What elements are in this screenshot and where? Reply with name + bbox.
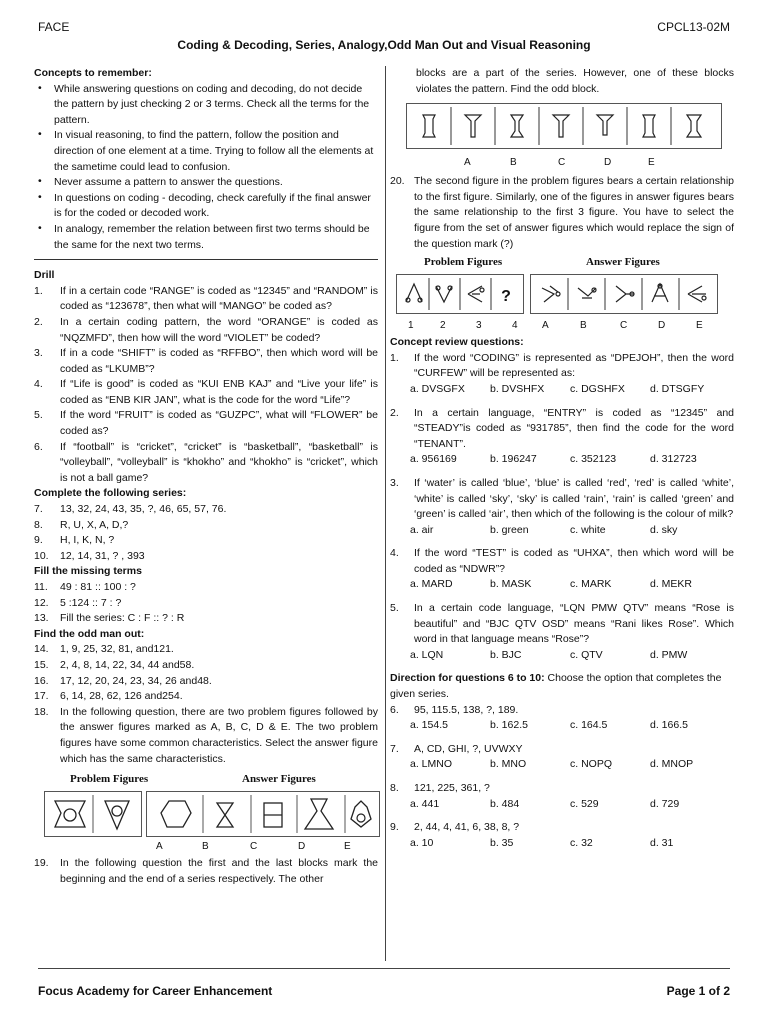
review-question-8: 8. 121, 225, 361, ? <box>390 782 490 794</box>
concepts-heading: Concepts to remember: <box>34 67 152 79</box>
q18-label: C <box>250 841 258 853</box>
drill-question-10: 10. 12, 14, 31, ? , 393 <box>34 549 145 562</box>
q20-answer-caption: Answer Figures <box>586 256 660 269</box>
drill-heading: Drill <box>34 269 55 282</box>
concept-item: • Never assume a pattern to answer the questions. <box>38 175 283 189</box>
concept-item: • In analogy, remember the relation between first two terms should be the same for the next two terms. <box>38 221 370 251</box>
drill-question-15: 15. 2, 4, 8, 14, 22, 34, 44 and58. <box>34 658 195 671</box>
review-question-7: 7. A, CD, GHI, ?, UVWXY <box>390 742 523 755</box>
drill-question-20: 20. The second figure in the problem figures bears a certain relationship to the first figure. Similarly, one of the figures in answer figures bears the same relationship to the first 3 figure. You have to select the figure from the set of answer figures which would replace the sign of the question mark (?) <box>390 175 734 250</box>
q19-label: E <box>648 157 655 169</box>
review-options-2: a. 956169 b. 196247 c. 352123 d. 312723 <box>410 453 697 466</box>
q18-label: B <box>202 841 209 853</box>
odd-heading: Find the odd man out: <box>34 627 145 640</box>
q19-series-figures <box>406 103 722 149</box>
footer-left: Focus Academy for Career Enhancement <box>38 984 273 998</box>
q20-label: D <box>658 320 666 332</box>
review-question-5: 5. In a certain code language, “LQN PMW QTV” means “Rose is beautiful” and “BJC QTV OSD” means “Rani likes Rose”. Which word in that language means “Rose”? <box>390 602 734 646</box>
q20-label: 4 <box>512 320 518 332</box>
drill-question-14: 14. 1, 9, 25, 32, 81, and121. <box>34 643 174 656</box>
q20-label: E <box>696 320 703 332</box>
missing-heading: Fill the missing terms <box>34 565 142 578</box>
q19-series-shapes <box>407 105 719 147</box>
q20-label: 3 <box>476 320 482 332</box>
q18-answer-caption: Answer Figures <box>242 773 316 786</box>
concept-item: • While answering questions on coding and decoding, do not decide the pattern by just checking 2 or 3 terms. Check all the terms for the pattern. <box>38 81 370 126</box>
drill-question-5: 5. If the word “FRUIT” is coded as “GUZPC”, what will “FLOWER” be coded as? <box>34 409 378 438</box>
drill-question-19: 19. In the following question the first and the last blocks mark the beginning and the end of a series respectively. The other <box>34 857 378 885</box>
q20-problem-figures <box>396 274 524 314</box>
drill-question-1: 1. If in a certain code “RANGE” is coded as “12345” and “RANDOM” is coded as “123678”, then what will “MANGO” be coded as? <box>34 284 378 313</box>
review-options-6: a. 154.5 b. 162.5 c. 164.5 d. 166.5 <box>410 719 688 732</box>
drill-question-12: 12. 5 :124 :: 7 : ? <box>34 596 122 609</box>
drill-question-11: 11. 49 : 81 :: 100 : ? <box>34 581 136 593</box>
review-question-3: 3. If ‘water’ is called ‘blue’, ‘blue’ is called ‘red’, ‘red’ is called ‘white’, ‘white’ is called ‘sky’, ‘sky’ is called ‘rain’, ‘rain’ is called ‘green’ and ‘green’ is called ‘air’, then which of the following is the colour of milk? <box>390 476 734 521</box>
section-rule <box>34 259 378 260</box>
review-options-8: a. 441 b. 484 c. 529 d. 729 <box>410 797 680 810</box>
q18-problem-caption: Problem Figures <box>70 773 149 786</box>
q20-problem-caption: Problem Figures <box>424 256 503 269</box>
review-question-1: 1. If the word “CODING” is represented as “DPEJOH”, then the word “CURFEW” will be represented as: <box>390 351 734 380</box>
page-title: Coding & Decoding, Series, Analogy,Odd Man Out and Visual Reasoning <box>177 38 591 52</box>
q20-label: 1 <box>408 320 414 332</box>
q19-label: C <box>558 157 566 169</box>
header-left: FACE <box>38 20 70 34</box>
q20-label: 2 <box>440 320 446 332</box>
series-heading: Complete the following series: <box>34 487 187 500</box>
q18-figure-block <box>44 773 378 852</box>
review-options-3: a. air b. green c. white d. sky <box>410 523 678 536</box>
q18-label: D <box>298 841 306 853</box>
drill-question-6: 6. If “football” is “cricket”, “cricket” is “basketball”, “basketball” is “volleyball”, “volleyball” is “khokho” and “khokho” is “cricket”, which is not a ball game? <box>34 440 378 484</box>
review-options-7: a. LMNO b. MNO c. NOPQ d. MNOP <box>410 758 694 771</box>
q18-label: E <box>344 841 351 853</box>
column-divider <box>385 66 386 961</box>
q20-answer-figures <box>530 274 718 314</box>
concept-item: • In visual reasoning, to find the pattern, follow the position and direction of one element at a time. Trying to follow all the elements at the sametime could lead to confusion. <box>38 128 374 173</box>
drill-question-19-continued: blocks are a part of the series. However, one of these blocks violates the pattern. Find the odd block. <box>416 67 734 95</box>
q20-answer-shapes <box>532 276 716 312</box>
review-options-5: a. LQN b. BJC c. QTV d. PMW <box>410 648 688 661</box>
q20-label: C <box>620 320 628 332</box>
footer-rule <box>38 968 730 969</box>
series-direction: Direction for questions 6 to 10: Choose the option that completes the given series. <box>390 672 722 701</box>
concept-item: • In questions on coding - decoding, check carefully if the final answer is for the coded or decoded work. <box>38 190 371 220</box>
page-number: Page 1 of 2 <box>666 984 730 998</box>
q18-label: A <box>156 841 163 853</box>
drill-question-18: 18. In the following question, there are two problem figures followed by the answer figures marked as A, B, C, D & E. The two problem figures have some common characteristics. Select the answer figure which has the same characteristics. <box>34 705 378 765</box>
drill-question-13: 13. Fill the series: C : F :: ? : R <box>34 612 185 625</box>
q19-label: B <box>510 157 517 169</box>
q20-problem-shapes <box>398 276 522 312</box>
q19-label: D <box>604 157 612 169</box>
drill-question-8: 8. R, U, X, A, D,? <box>34 518 129 531</box>
q19-label: A <box>464 157 471 169</box>
review-question-4: 4. If the word “TEST” is coded as “UHXA”, then which word will be coded as “NDWR”? <box>390 547 734 575</box>
drill-question-9: 9. H, I, K, N, ? <box>34 534 115 547</box>
review-question-6: 6. 95, 115.5, 138, ?, 189. <box>390 703 519 716</box>
q20-label: A <box>542 320 549 332</box>
q18-answer-shapes <box>147 793 379 835</box>
left-column <box>34 66 378 887</box>
review-question-2: 2. In a certain language, “ENTRY” is coded as “12345” and “STEADY”is coded as “931785”, then find the code for the word “TENANT”. <box>390 406 734 450</box>
header-right: CPCL13-02M <box>657 20 730 34</box>
drill-question-7: 7. 13, 32, 24, 43, 35, ?, 46, 65, 57, 76. <box>34 503 227 516</box>
q20-figure-block <box>396 256 734 331</box>
q20-question-mark: ? <box>501 288 511 306</box>
q18-problem-shapes <box>45 793 141 835</box>
drill-question-4: 4. If “Life is good” is coded as “KUI ENB KAJ” and “Live your life” is coded as “ENB KIR JAN”, what is the code for the word “Life”? <box>34 378 378 406</box>
review-options-9: a. 10 b. 35 c. 32 d. 31 <box>410 836 674 849</box>
drill-question-2: 2. In a certain coding pattern, the word “ORANGE” is coded as “NQZMFD”, then how will the word “VIOLET” be coded? <box>34 315 378 344</box>
drill-question-16: 16. 17, 12, 20, 24, 23, 34, 26 and48. <box>34 674 212 687</box>
review-question-9: 9. 2, 44, 4, 41, 6, 38, 8, ? <box>390 821 520 834</box>
q20-label: B <box>580 320 587 332</box>
drill-question-3: 3. If in a code “SHIFT” is coded as “RFFBO”, then which word will be coded as “LKUMB”? <box>34 347 378 375</box>
drill-question-17: 17. 6, 14, 28, 62, 126 and254. <box>34 690 183 703</box>
review-options-1: a. DVSGFX b. DVSHFX c. DGSHFX d. DTSGFY <box>410 382 705 395</box>
right-column <box>390 66 734 851</box>
q19-figure-block <box>406 103 734 168</box>
review-options-4: a. MARD b. MASK c. MARK d. MEKR <box>410 578 693 591</box>
q18-answer-figures <box>146 791 380 837</box>
review-heading: Concept review questions: <box>390 336 524 349</box>
q18-problem-figures <box>44 791 142 837</box>
